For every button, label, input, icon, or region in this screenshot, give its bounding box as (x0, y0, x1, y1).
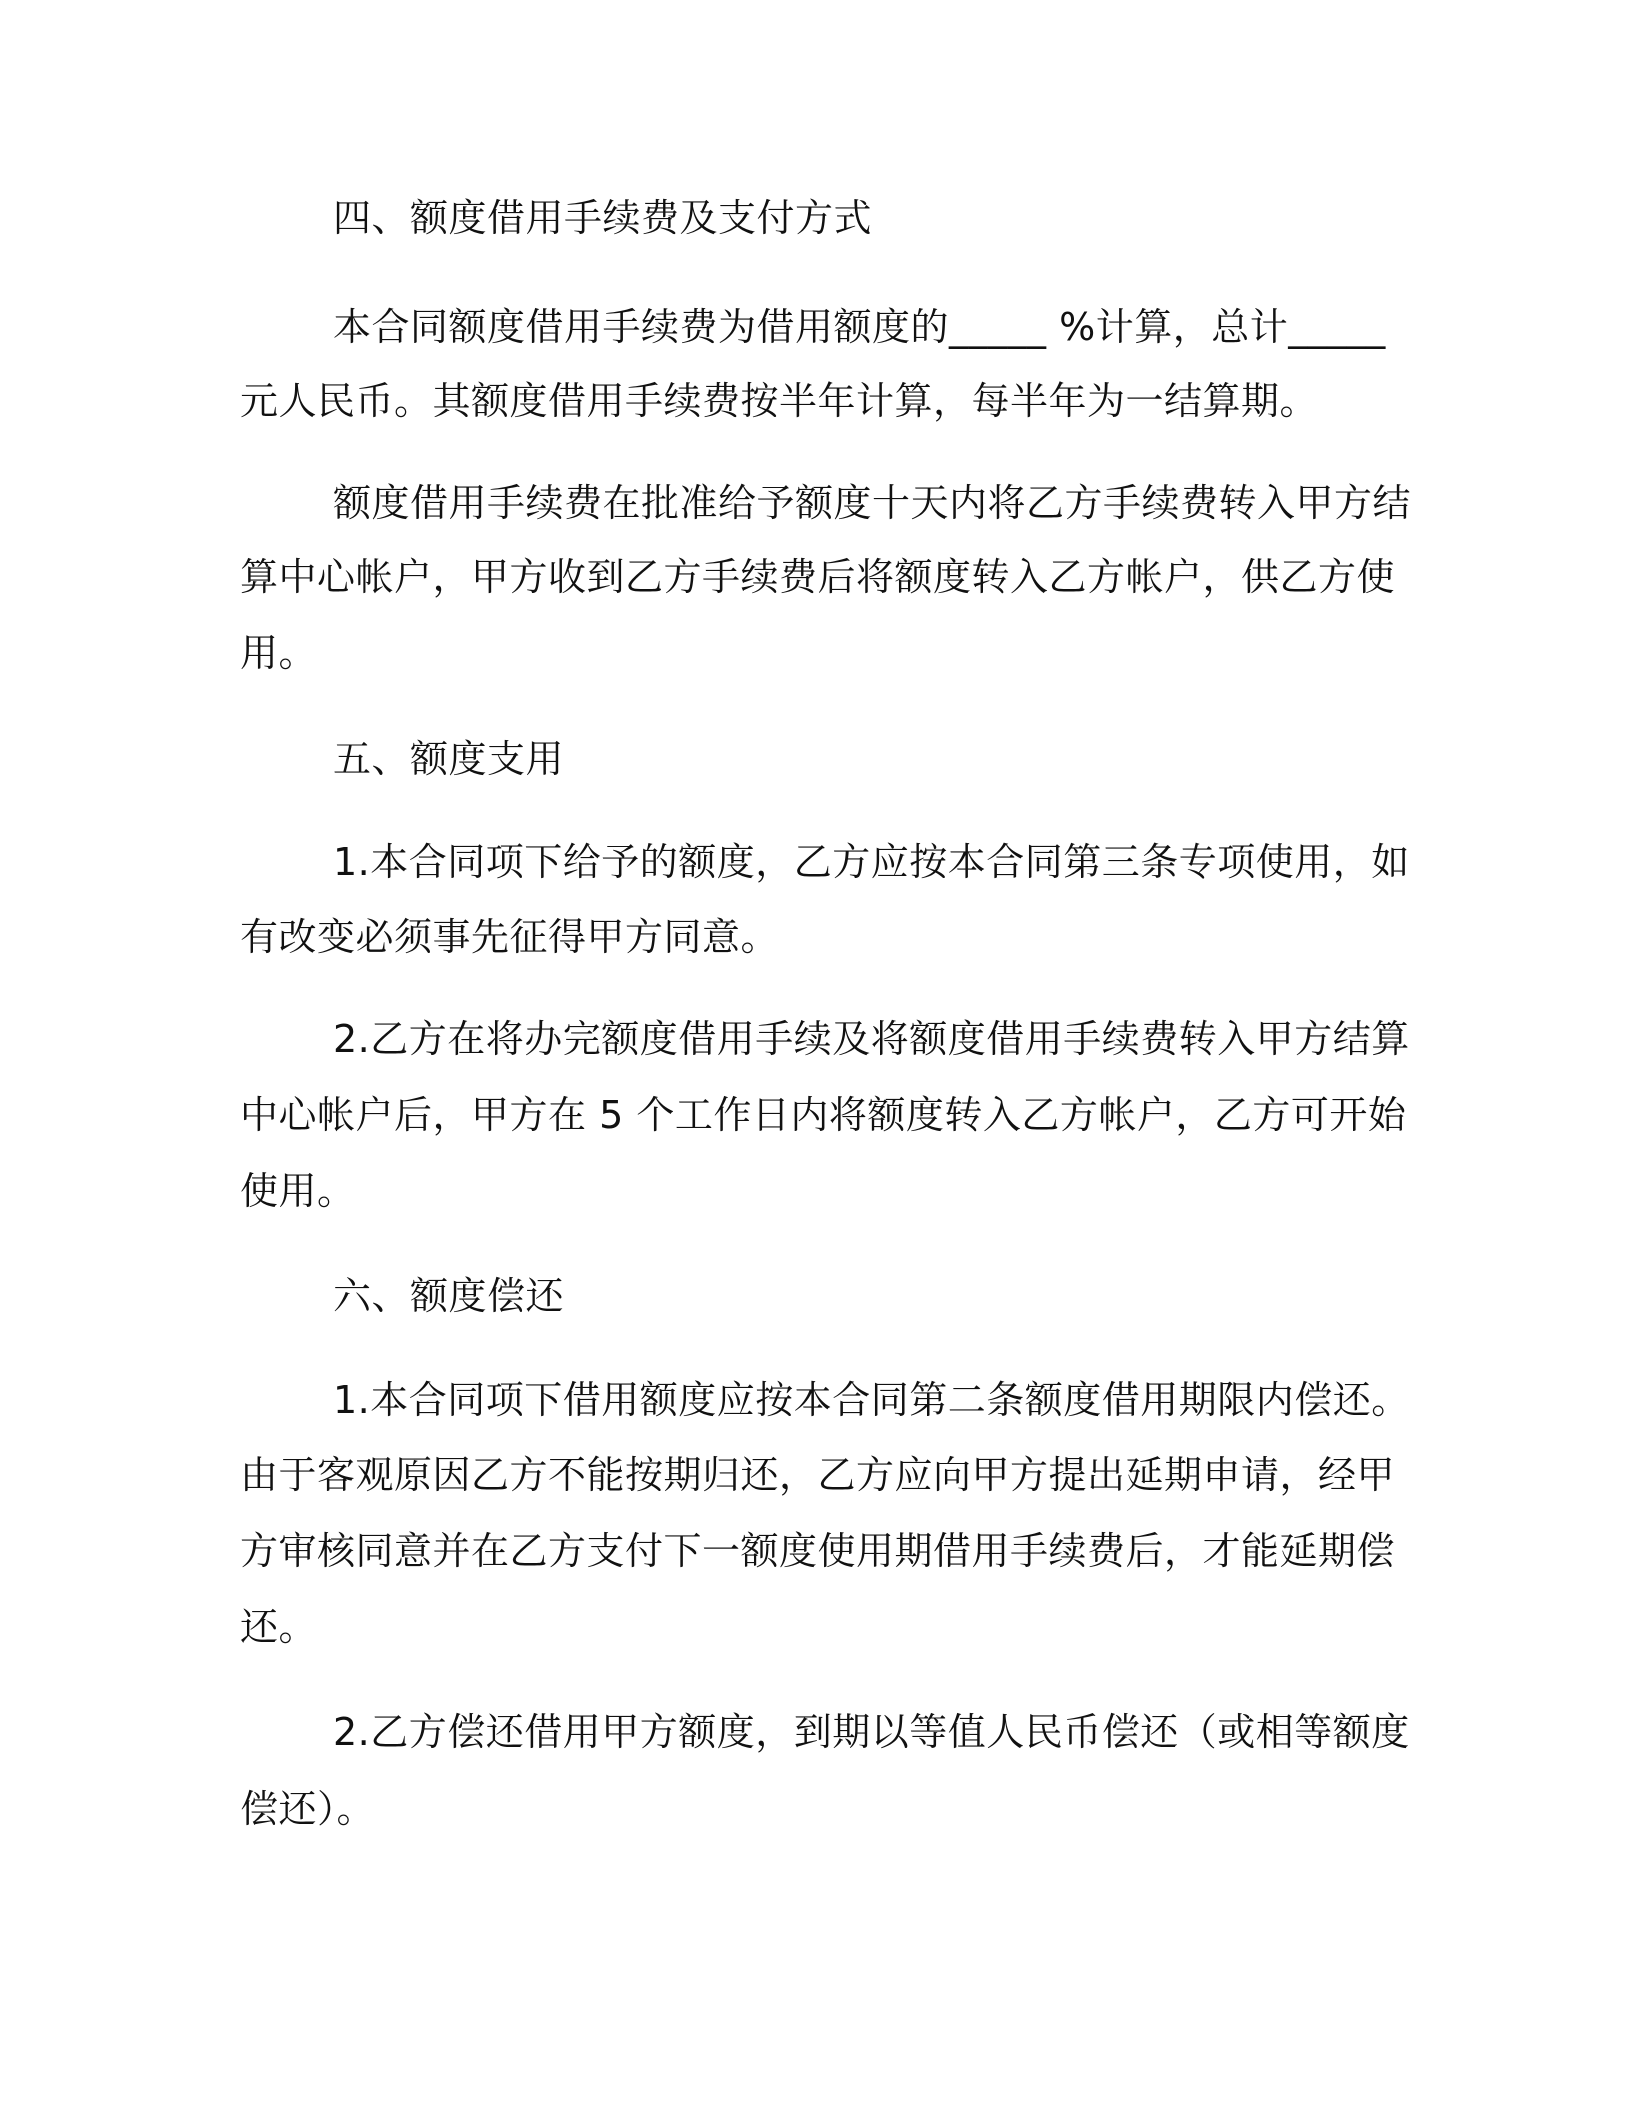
paragraph-line: 算中心帐户，甲方收到乙方手续费后将额度转入乙方帐户，供乙方使 (240, 555, 1396, 599)
section-heading-use: 五、额度支用 (333, 737, 565, 781)
section-heading-fee: 四、额度借用手续费及支付方式 (333, 196, 873, 240)
paragraph-line: 额度借用手续费在批准给予额度十天内将乙方手续费转入甲方结 (333, 481, 1412, 525)
paragraph-line: 元人民币。其额度借用手续费按半年计算，每半年为一结算期。 (240, 379, 1319, 423)
paragraph-line: 偿还）。 (240, 1787, 376, 1831)
paragraph-line: 有改变必须事先征得甲方同意。 (240, 915, 780, 959)
paragraph-line: 1.本合同项下借用额度应按本合同第二条额度借用期限内偿还。 (333, 1378, 1410, 1422)
paragraph-line: 还。 (240, 1605, 318, 1649)
paragraph-line: 2.乙方偿还借用甲方额度，到期以等值人民币偿还（或相等额度 (333, 1710, 1410, 1754)
paragraph-line: 本合同额度借用手续费为借用额度的_____ %计算，总计_____ (333, 305, 1386, 349)
paragraph-line: 1.本合同项下给予的额度，乙方应按本合同第三条专项使用，如 (333, 840, 1410, 884)
paragraph-line: 方审核同意并在乙方支付下一额度使用期借用手续费后，才能延期偿 (240, 1529, 1396, 1573)
paragraph-line: 中心帐户后，甲方在 5 个工作日内将额度转入乙方帐户，乙方可开始 (240, 1093, 1407, 1137)
paragraph-line: 2.乙方在将办完额度借用手续及将额度借用手续费转入甲方结算 (333, 1017, 1410, 1061)
paragraph-line: 由于客观原因乙方不能按期归还，乙方应向甲方提出延期申请，经甲 (240, 1453, 1396, 1497)
section-heading-repay: 六、额度偿还 (333, 1274, 565, 1318)
paragraph-line: 用。 (240, 631, 318, 675)
paragraph-line: 使用。 (240, 1169, 356, 1213)
